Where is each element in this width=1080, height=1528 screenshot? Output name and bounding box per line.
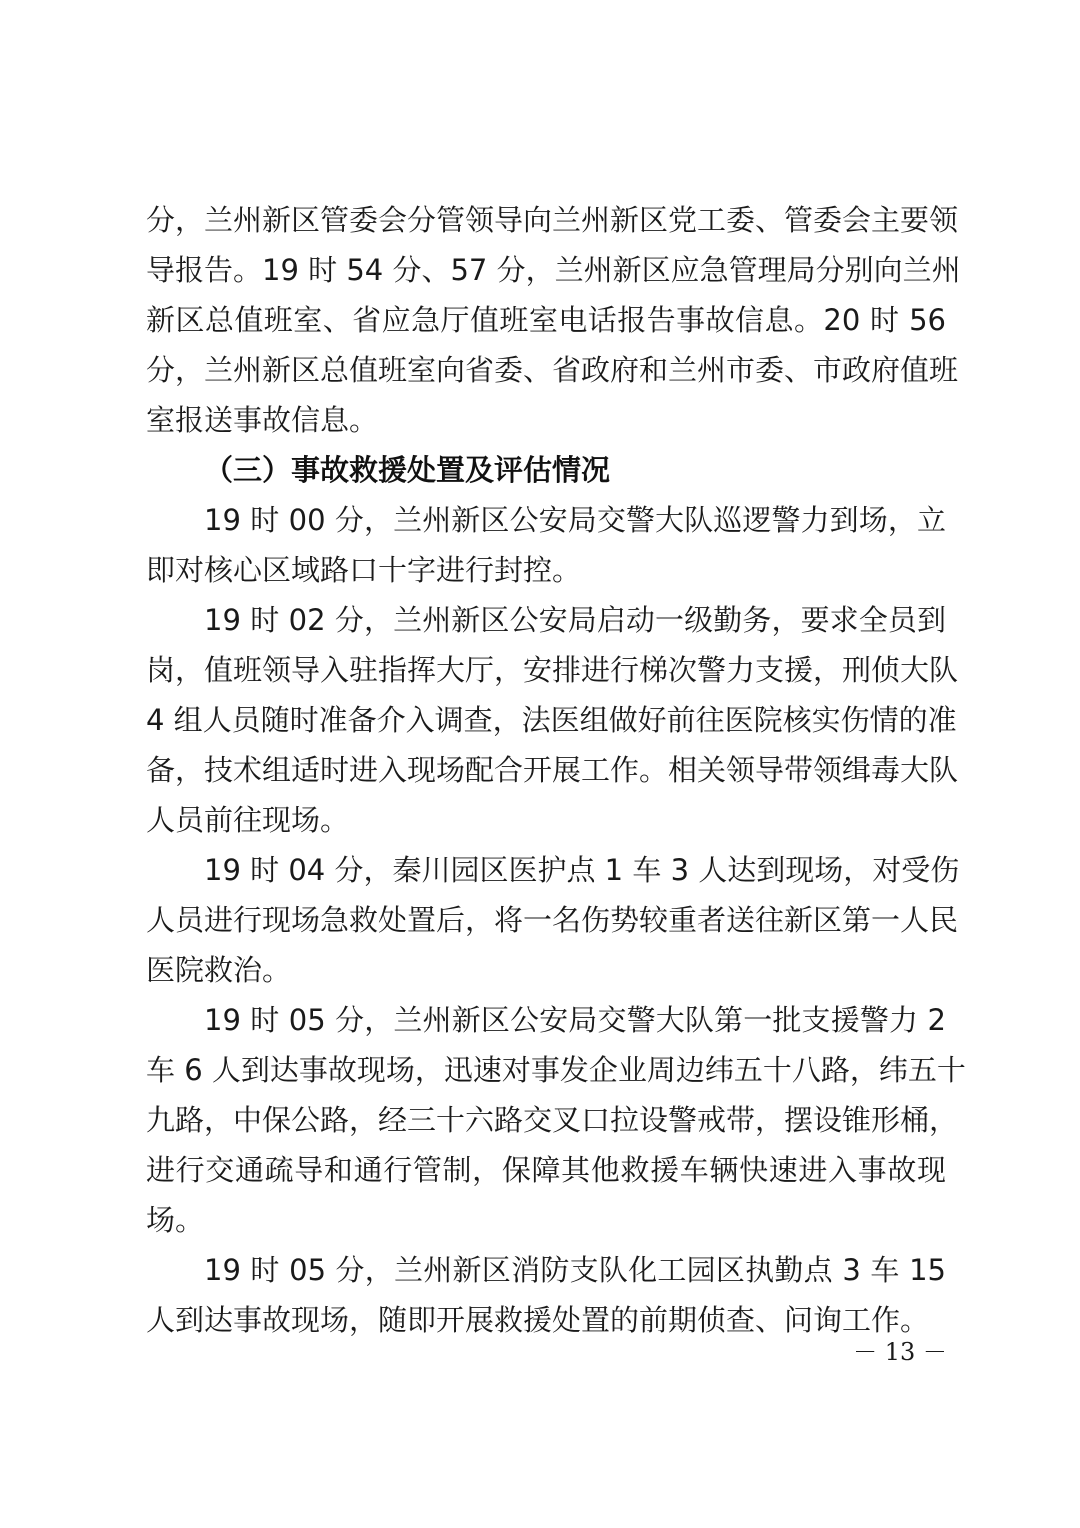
paragraph-line: 导报告。19 时 54 分、57 分，兰州新区应急管理局分别向兰州 (146, 253, 961, 287)
paragraph-line: 人员前往现场。 (146, 803, 350, 837)
paragraph-line: 19 时 05 分，兰州新区消防支队化工园区执勤点 3 车 15 (204, 1253, 946, 1287)
paragraph-line: 备，技术组适时进入现场配合开展工作。相关领导带领缉毒大队 (146, 753, 959, 787)
paragraph-line: 即对核心区域路口十字进行封控。 (146, 553, 582, 587)
paragraph-line: 医院救治。 (146, 953, 292, 987)
page-number: － 13 － (853, 1338, 947, 1366)
paragraph-line: 4 组人员随时准备介入调查，法医组做好前往医院核实伤情的准 (146, 703, 957, 737)
paragraph-line: 车 6 人到达事故现场，迅速对事发企业周边纬五十八路，纬五十 (146, 1053, 966, 1087)
paragraph-line: 19 时 02 分，兰州新区公安局启动一级勤务，要求全员到 (204, 603, 946, 637)
paragraph-line: 分，兰州新区总值班室向省委、省政府和兰州市委、市政府值班 (146, 353, 959, 387)
paragraph-line: 新区总值班室、省应急厅值班室电话报告事故信息。20 时 56 (146, 303, 946, 337)
paragraph-line: 19 时 00 分，兰州新区公安局交警大队巡逻警力到场，立 (204, 503, 946, 537)
paragraph-line: 九路，中保公路，经三十六路交叉口拉设警戒带，摆设锥形桶， (146, 1103, 959, 1137)
paragraph-line: 岗，值班领导入驻指挥大厅，安排进行梯次警力支援，刑侦大队 (146, 653, 959, 687)
paragraph-line: 分，兰州新区管委会分管领导向兰州新区党工委、管委会主要领 (146, 203, 959, 237)
paragraph-line: 19 时 05 分，兰州新区公安局交警大队第一批支援警力 2 (204, 1003, 946, 1037)
paragraph-line: 19 时 04 分，秦川园区医护点 1 车 3 人达到现场，对受伤 (204, 853, 960, 887)
paragraph-line: 人员进行现场急救处置后，将一名伤势较重者送往新区第一人民 (146, 903, 959, 937)
paragraph-line: 场。 (146, 1203, 205, 1237)
paragraph-line: 人到达事故现场，随即开展救援处置的前期侦查、问询工作。 (146, 1303, 930, 1337)
paragraph-line: 室报送事故信息。 (146, 403, 379, 437)
paragraph-line: 进行交通疏导和通行管制，保障其他救援车辆快速进入事故现 (146, 1153, 946, 1187)
section-heading: （三）事故救援处置及评估情况 (204, 453, 611, 487)
